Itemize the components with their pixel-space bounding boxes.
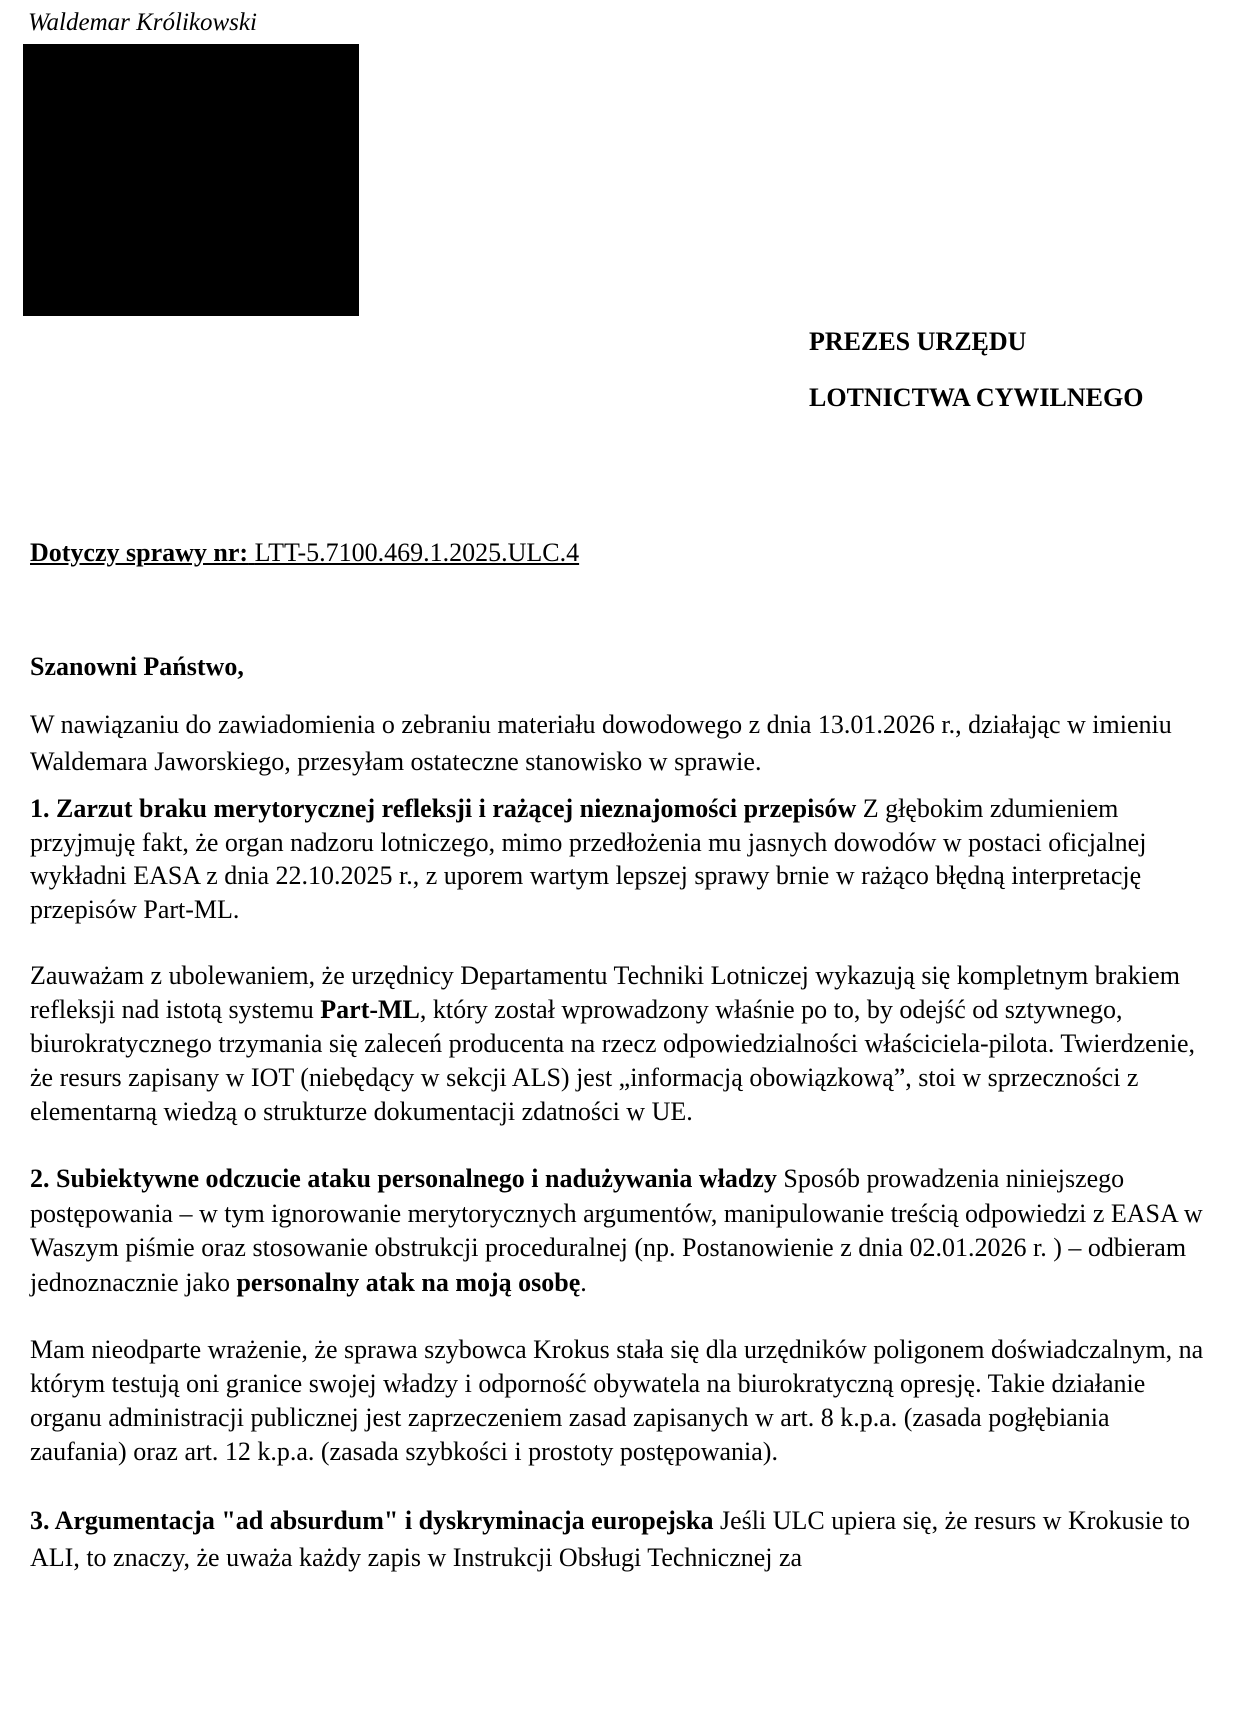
- body-paragraph: Mam nieodparte wrażenie, że sprawa szybowca Krokus stała się dla urzędników poligonem doświadczalnym, na którym testują oni granice swojej władzy i odporność obywatela na biurokratyczną opresję. Takie działanie organu administracji publicznej jest zaprzeczeniem zasad zapisanych w art. 8 k.p.a. (zasada pogłębiania zaufania) oraz art. 12 k.p.a. (zasada szybkości i prostoty postępowania).: [30, 1335, 1204, 1466]
- case-reference: [30, 536, 579, 570]
- section-2-paragraph: [30, 1162, 1210, 1300]
- recipient-line: PREZES URZĘDU: [809, 327, 1027, 356]
- case-reference-label: Dotyczy sprawy nr:: [30, 538, 249, 567]
- section-heading: 1. Zarzut braku merytorycznej refleksji i rażącej nieznajomości przepisów: [30, 794, 857, 823]
- sender-name: Waldemar Królikowski: [28, 9, 257, 36]
- section-1-paragraph: [30, 792, 1210, 926]
- paragraph-text: , który został wprowadzony właśnie po to, by odejść od sztywnego, biurokratycznego trzymania się zaleceń producenta na rzecz odpowiedzialności właściciela-pilota. Twierdzenie, że resurs zapisany w IOT (niebędący w sekcji ALS) jest „informacją obowiązkową”, stoi w sprzeczności z elementarną wiedzą o strukturze dokumentacji zdatności w UE.: [30, 995, 1195, 1126]
- section-text: .: [580, 1267, 587, 1297]
- section-3-paragraph: [30, 1502, 1210, 1576]
- section-text: Z głębokim zdumieniem przyjmuję fakt, że organ nadzoru lotniczego, mimo przedłożenia mu jasnych dowodów w postaci oficjalnej wykładni EASA z dnia 22.10.2025 r., z uporem wartym lepszej sprawy brnie w rażąco błędną interpretację przepisów Part-ML.: [30, 794, 1147, 924]
- greeting: Szanowni Państwo,: [30, 652, 244, 681]
- recipient-line: LOTNICTWA CYWILNEGO: [809, 383, 1144, 412]
- letter-body: [30, 706, 1210, 1576]
- body-paragraph: [30, 959, 1210, 1129]
- emphasis-text: Part-ML: [320, 995, 420, 1024]
- paragraph-text: Zauważam z ubolewaniem, że urzędnicy Departamentu Techniki Lotniczej wykazują się kompletnym brakiem refleksji nad istotą systemu: [30, 961, 1180, 1024]
- case-reference-number: LTT-5.7100.469.1.2025.ULC.4: [254, 538, 580, 567]
- emphasis-text: personalny atak na moją osobę: [236, 1267, 581, 1297]
- section-heading: 2. Subiektywne odczucie ataku personalnego i nadużywania władzy: [30, 1164, 777, 1193]
- section-text: Jeśli ULC upiera się, że resurs w Krokusie to ALI, to znaczy, że uważa każdy zapis w Instrukcji Obsługi Technicznej za: [30, 1506, 1191, 1572]
- redacted-block: [23, 44, 359, 316]
- recipient-block: [809, 314, 1143, 426]
- intro-paragraph: W nawiązaniu do zawiadomienia o zebraniu materiału dowodowego z dnia 13.01.2026 r., działając w imieniu Waldemara Jaworskiego, przesyłam ostateczne stanowisko w sprawie.: [30, 710, 1172, 776]
- section-text: Sposób prowadzenia niniejszego postępowania – w tym ignorowanie merytorycznych argumentów, manipulowanie treścią odpowiedzi z EASA w Waszym piśmie oraz stosowanie obstrukcji proceduralnej (np. Postanowienie z dnia 02.01.2026 r. ) – odbieram jednoznacznie jako: [30, 1164, 1203, 1297]
- section-heading: 3. Argumentacja "ad absurdum" i dyskryminacja europejska: [30, 1506, 714, 1535]
